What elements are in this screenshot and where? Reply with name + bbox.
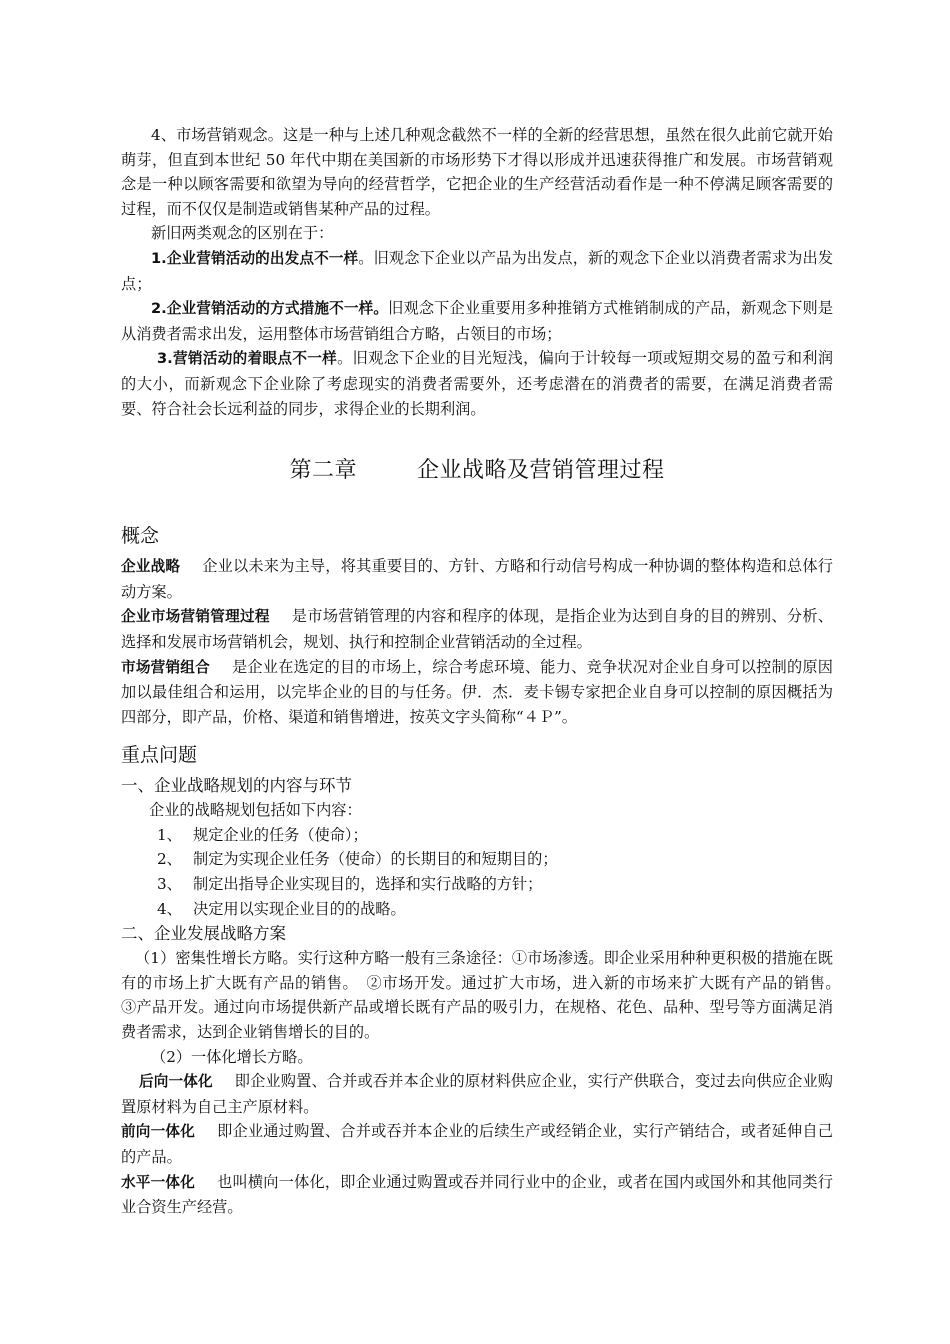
- list-item-number: 2、: [157, 850, 182, 869]
- chapter-number: 第二章: [289, 458, 357, 484]
- integration-backward: [121, 1069, 833, 1119]
- point-3: [121, 346, 833, 421]
- part1-intro: 企业的战略规划包括如下内容：: [149, 801, 362, 820]
- integration-backward-text: 即企业购置、合并或吞并本企业的原材料供应企业，实行产供联合，变过去向供应企业购置原材料为自己主产原材料。: [121, 1072, 833, 1116]
- chapter-title: [121, 456, 833, 486]
- integration-horizontal-text: 也叫横向一体化，即企业通过购置或吞并同行业中的企业，或者在国内或国外和其他同类行业合资生产经营。: [121, 1172, 833, 1217]
- concept-strategy-text: 企业以未来为主导，将其重要目的、方针、方略和行动信号构成一种协调的整体构造和总体行动方案。: [121, 557, 833, 601]
- concept-marketing-mix-text: 是企业在选定的目的市场上，综合考虑环境、能力、竞争状况对企业自身可以控制的原因加以最佳组合和运用，以完毕企业的目的与任务。伊．杰．麦卡锡专家把企业自身可以控制的原因概括为四部分，即产品，价格、渠道和销售增进，按英文字头简称“４Ｐ”。: [121, 657, 833, 726]
- point-3-bold: 3.营销活动的着眼点不一样: [157, 350, 338, 368]
- list-item: [121, 847, 833, 872]
- integration-forward-text: 即企业通过购置、合并或吞并本企业的后续生产或经销企业，实行产销结合，或者延伸自己的产品。: [121, 1122, 833, 1166]
- concept-marketing-mix-term: 市场营销组合: [121, 658, 210, 676]
- list-item-text: 制定为实现企业任务（使命）的长期目的和短期目的；: [193, 850, 558, 869]
- point-1-text: 。旧观念下企业以产品为出发点，新的观念下企业以消费者需求为出发点；: [121, 248, 834, 293]
- point-2: [121, 296, 833, 346]
- part1-title: 一、企业战略规划的内容与环节: [121, 776, 352, 796]
- list-item-number: 1、: [157, 825, 182, 844]
- concept-management-process: [121, 604, 833, 654]
- point-3-text: 。旧观念下企业的目光短浅，偏向于计较每一项或短期交易的盈亏和利润的大小，而新观念下企业除了考虑现实的消费者需要外，还考虑潜在的消费者的需要，在满足消费者需要、符合社会长远利益的同步，求得企业的长期利润。: [121, 349, 834, 418]
- list-item: [121, 823, 833, 848]
- point-2-bold: 2.企业营销活动的方式措施不一样。: [151, 300, 389, 318]
- key-issues-heading: 重点问题: [121, 744, 198, 767]
- concept-marketing-mix: [121, 655, 833, 730]
- integration-horizontal: [121, 1170, 833, 1220]
- concept-strategy-term: 企业战略: [121, 558, 181, 576]
- point-1: [121, 246, 833, 296]
- part2-integration-growth: （2）一体化增长方略。: [151, 1047, 313, 1066]
- list-item: [121, 897, 833, 922]
- point-1-bold: 1.企业营销活动的出发点不一样: [151, 249, 359, 267]
- list-item-number: 4、: [157, 899, 182, 918]
- document-page: [121, 123, 849, 1220]
- part2-title: 二、企业发展战略方案: [121, 924, 286, 944]
- integration-backward-term: 后向一体化: [139, 1073, 213, 1091]
- integration-horizontal-term: 水平一体化: [121, 1173, 196, 1191]
- integration-forward-term: 前向一体化: [121, 1123, 196, 1141]
- concept-strategy: [121, 554, 833, 604]
- list-item-text: 制定出指导企业实现目的，选择和实行战略的方针；: [193, 875, 543, 894]
- list-item: [121, 872, 833, 897]
- paragraph-marketing-concept: 4、市场营销观念。这是一种与上述几种观念截然不一样的全新的经营思想，虽然在很久此前它就开始萌芽，但直到本世纪 50 年代中期在美国新的市场形势下才得以形成并迅速获得推广和发展。市场营销观念是一种以顾客需要和欲望为导向的经营哲学，它把企业的生产经营活动看作是一种不停满足顾客需要的过程，而不仅仅是制造或销售某种产品的过程。: [121, 126, 833, 218]
- list-item-number: 3、: [157, 875, 182, 894]
- concept-management-process-text: 是市场营销管理的内容和程序的体现，是指企业为达到自身的目的辨别、分析、选择和发展市场营销机会，规划、执行和控制企业营销活动的全过程。: [121, 607, 833, 651]
- list-item-text: 决定用以实现企业目的的战略。: [193, 899, 406, 918]
- list-item-text: 规定企业的任务（使命）；: [193, 825, 368, 844]
- paragraph-difference-intro: 新旧两类观念的区别在于：: [151, 224, 334, 243]
- concepts-heading: 概念: [121, 525, 160, 548]
- part2-intensive-growth: （1）密集性增长方略。实行这种方略一般有三条途径：①市场渗透。即企业采用种种更积极的措施在既有的市场上扩大既有产品的销售。 ②市场开发。通过扩大市场，进入新的市场来扩大既有产品的销售。 ③产品开发。通过向市场提供新产品或增长既有产品的吸引力，在规格、花色、品种、型号等方面满足消费者需求，达到企业销售增长的目的。: [121, 949, 849, 1042]
- chapter-name: 企业战略及营销管理过程: [417, 458, 665, 484]
- integration-forward: [121, 1119, 833, 1169]
- point-2-text: 旧观念下企业重要用多种推销方式椎销制成的产品，新观念下则是从消费者需求出发，运用整体市场营销组合方略，占领目的市场；: [121, 299, 834, 343]
- concept-management-process-term: 企业市场营销管理过程: [121, 608, 270, 626]
